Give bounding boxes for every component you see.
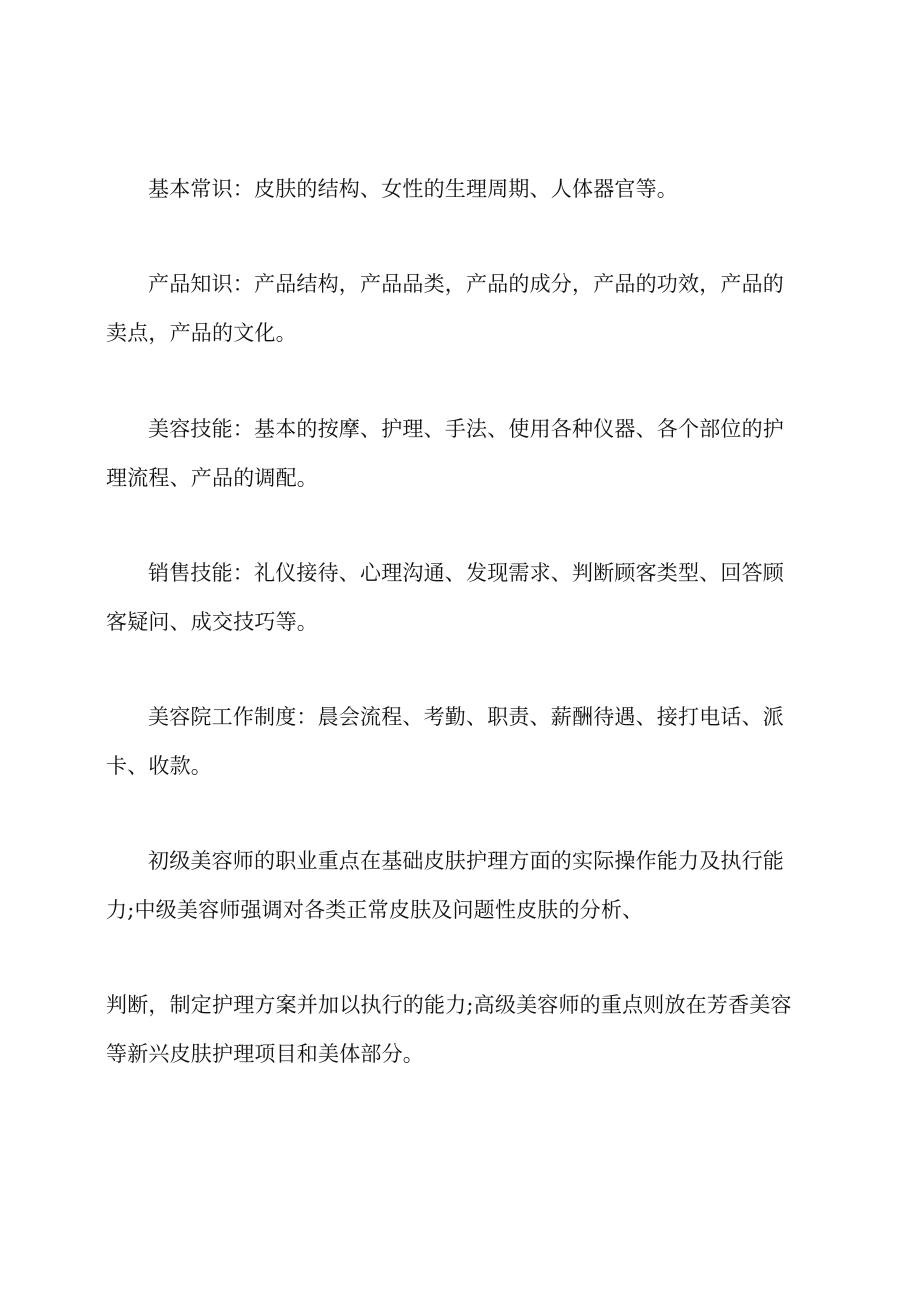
- paragraph-line: 等新兴皮肤护理项目和美体部分。: [106, 1042, 424, 1066]
- paragraph-line: 初级美容师的职业重点在基础皮肤护理方面的实际操作能力及执行能: [148, 849, 784, 873]
- paragraph-line: 美容技能：基本的按摩、护理、手法、使用各种仪器、各个部位的护: [148, 417, 784, 441]
- paragraph-line: 力;中级美容师强调对各类正常皮肤及问题性皮肤的分析、: [106, 898, 644, 922]
- paragraph-line: 产品知识：产品结构，产品品类，产品的成分，产品的功效，产品的: [148, 272, 784, 296]
- paragraph-line: 理流程、产品的调配。: [106, 466, 318, 490]
- paragraph-line: 美容院工作制度：晨会流程、考勤、职责、薪酬待遇、接打电话、派: [148, 705, 784, 729]
- paragraph-line: 卡、收款。: [106, 754, 212, 778]
- paragraph-line: 卖点，产品的文化。: [106, 321, 297, 345]
- paragraph-line: 客疑问、成交技巧等。: [106, 610, 318, 634]
- paragraph-line: 判断，制定护理方案并加以执行的能力;高级美容师的重点则放在芳香美容: [106, 993, 792, 1017]
- paragraph-line: 基本常识：皮肤的结构、女性的生理周期、人体器官等。: [148, 177, 678, 201]
- paragraph-line: 销售技能：礼仪接待、心理沟通、发现需求、判断顾客类型、回答顾: [148, 561, 784, 585]
